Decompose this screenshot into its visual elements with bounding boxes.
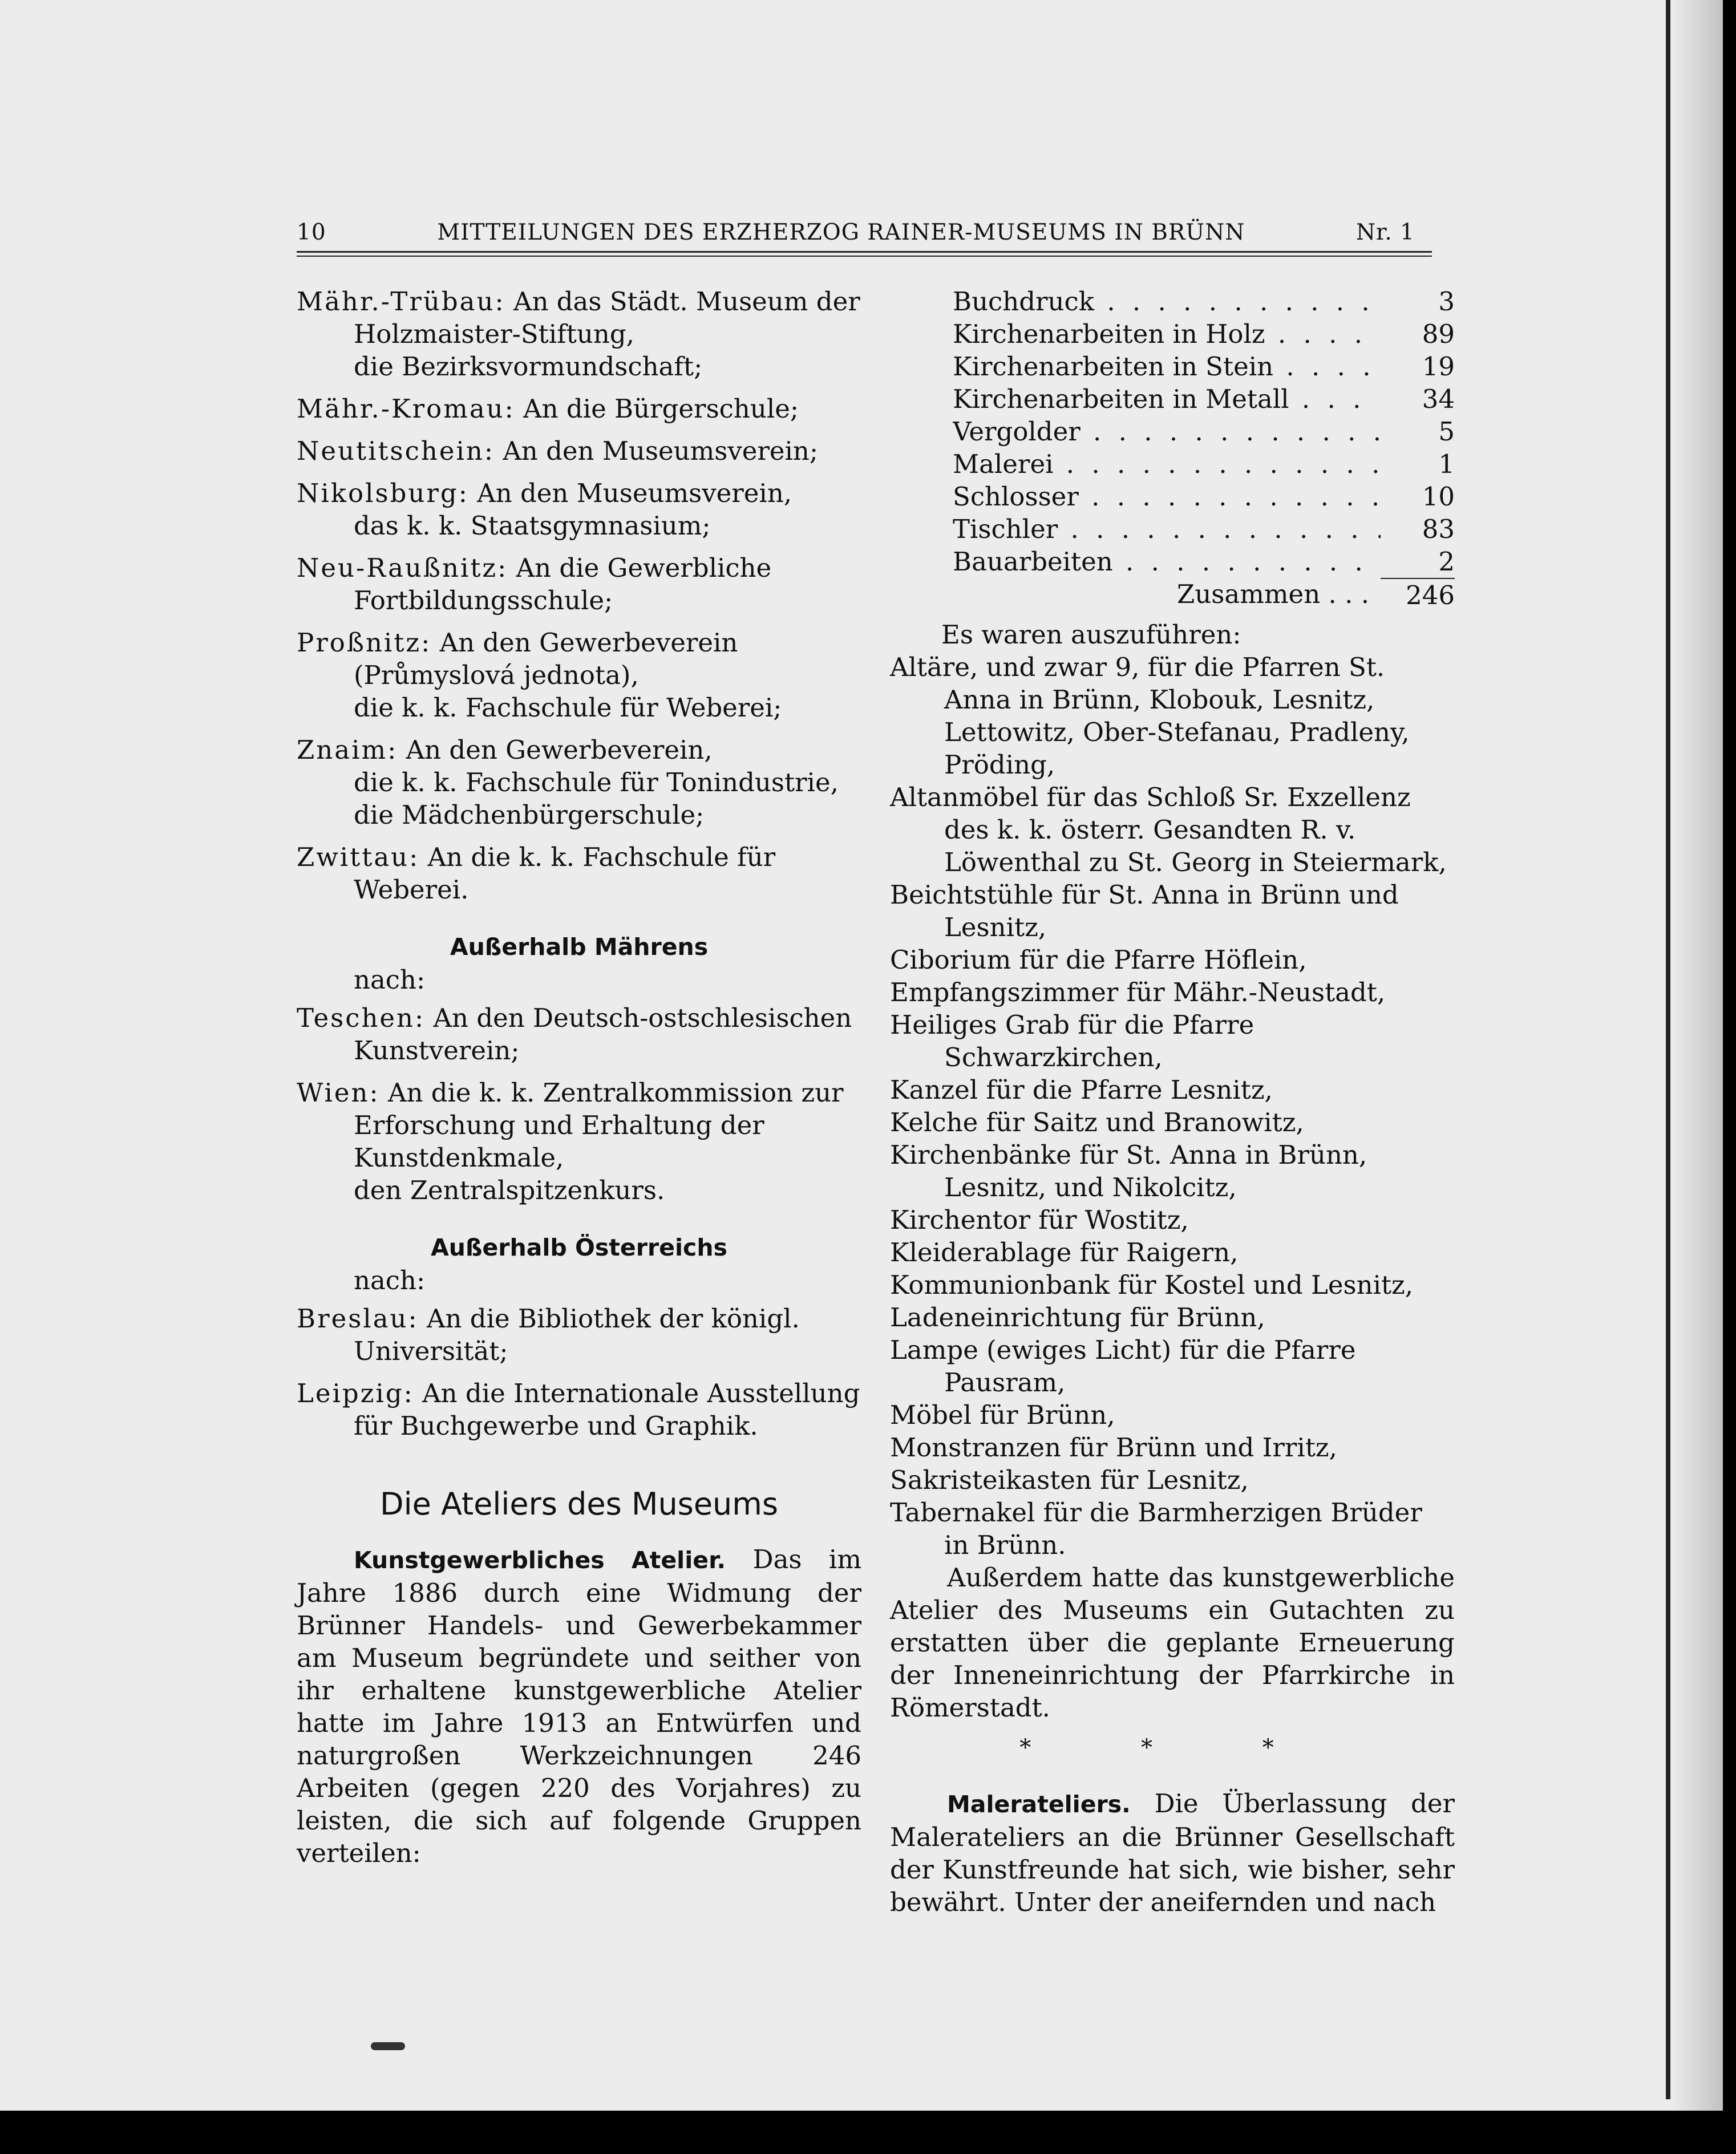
list-item: Kanzel für die Pfarre Lesnitz,: [890, 1075, 1273, 1105]
heading-ausserhalb-oesterreichs: Außerhalb Österreichs: [431, 1234, 727, 1261]
groups-table: [890, 285, 1455, 612]
list-item: Znaim: An den Gewerbeverein, die k. k. Fachschule für Tonindustrie, die Mädchenbürgerschule;: [297, 735, 839, 830]
list-item: Proßnitz: An den Gewerbeverein (Průmyslová jednota), die k. k. Fachschule für Weberei;: [297, 627, 782, 723]
issue-number: Nr. 1: [1355, 220, 1415, 245]
list-item: Wien: An die k. k. Zentralkommission zur Erforschung und Erhaltung der Kunstdenkmale, den Zentralspitzenkurs.: [297, 1078, 844, 1205]
paragraph-malerateliers: Malerateliers. Die Überlassung der Malerateliers an die Brünner Gesellschaft der Kunstfreunde hat sich, wie bisher, sehr bewährt. Unter der aneifernden und nach: [890, 1788, 1455, 1917]
table-row: Tischler . . . 83: [953, 513, 1455, 545]
nach-label: nach:: [354, 1265, 426, 1295]
nach-label: nach:: [354, 965, 426, 995]
right-column: [890, 285, 1455, 1918]
list-item: Zwittau: An die k. k. Fachschule für Weberei.: [297, 842, 776, 905]
journal-title: MITTEILUNGEN DES ERZHERZOG RAINER-MUSEUMS IN BRÜNN: [437, 220, 1245, 245]
list-item: Breslau: An die Bibliothek der königl. Universität;: [297, 1303, 800, 1366]
list-item: Kelche für Saitz und Branowitz,: [890, 1107, 1304, 1137]
header-rule-thin: [297, 256, 1432, 257]
list-item: Leipzig: An die Internationale Ausstellung für Buchgewerbe und Graphik.: [297, 1378, 860, 1441]
scan-border-bottom: [0, 2111, 1723, 2154]
list-item: Kommunionbank für Kostel und Lesnitz,: [890, 1270, 1414, 1300]
ink-smudge: [371, 2042, 405, 2050]
table-row: Kirchenarbeiten in Holz . . . 89: [953, 318, 1455, 350]
table-row: Vergolder . . . 5: [953, 415, 1455, 448]
list-item: Ciborium für die Pfarre Höflein,: [890, 945, 1307, 975]
list-item: Altanmöbel für das Schloß Sr. Exzellenz des k. k. österr. Gesandten R. v. Löwenthal zu St. Georg in Steiermark,: [890, 782, 1447, 877]
list-item: Nikolsburg: An den Museumsverein, das k. k. Staatsgymnasium;: [297, 478, 792, 541]
list-item: Monstranzen für Brünn und Irritz,: [890, 1432, 1337, 1463]
list-item: Sakristeikasten für Lesnitz,: [890, 1465, 1249, 1495]
list-item: Kleiderablage für Raigern,: [890, 1237, 1239, 1268]
list-item: Mähr.-Kromau: An die Bürgerschule;: [297, 394, 799, 424]
page-number: 10: [297, 220, 326, 245]
intro-line: Es waren auszuführen:: [941, 620, 1241, 650]
left-column: [297, 285, 861, 1869]
table-row: Kirchenarbeiten in Metall . . . 34: [953, 383, 1455, 415]
table-total: Zusammen . . . 246: [1177, 579, 1455, 610]
list-item: Ladeneinrichtung für Brünn,: [890, 1302, 1265, 1333]
heading-ausserhalb-maehrens: Außerhalb Mährens: [450, 933, 709, 961]
list-item: Lampe (ewiges Licht) für die Pfarre Pausram,: [890, 1335, 1356, 1398]
table-row: Schlosser . . . 10: [953, 480, 1455, 513]
list-item: Kirchenbänke für St. Anna in Brünn, Lesnitz, und Nikolcitz,: [890, 1140, 1367, 1202]
list-item: Mähr.-Trübau: An das Städt. Museum der Holzmaister-Stiftung, die Bezirksvormundschaft;: [297, 286, 860, 382]
table-row: Bauarbeiten . . . 2: [953, 545, 1455, 578]
paragraph-gutachten: Außerdem hatte das kunstgewerbliche Atelier des Museums ein Gutachten zu erstatten über die geplante Erneuerung der Inneneinrichtung der Pfarrkirche in Römerstadt.: [890, 1562, 1455, 1723]
table-row: Buchdruck . . . 3: [953, 285, 1455, 318]
list-item: Teschen: An den Deutsch-ostschlesischen Kunstverein;: [297, 1003, 852, 1066]
list-item: Möbel für Brünn,: [890, 1400, 1115, 1430]
section-divider-stars: * * *: [1019, 1735, 1325, 1761]
page-edge: [1666, 0, 1670, 2099]
running-header: [297, 220, 1415, 248]
section-title: Die Ateliers des Museums: [379, 1486, 779, 1522]
list-item: Kirchentor für Wostitz,: [890, 1205, 1189, 1235]
list-item: Empfangszimmer für Mähr.-Neustadt,: [890, 977, 1386, 1007]
table-row: Malerei . . . 1: [953, 448, 1455, 480]
list-item: Beichtstühle für St. Anna in Brünn und Lesnitz,: [890, 880, 1399, 942]
works-list: [890, 651, 1455, 1561]
list-item: Tabernakel für die Barmherzigen Brüder in Brünn.: [890, 1497, 1422, 1560]
list-item: Heiliges Grab für die Pfarre Schwarzkirchen,: [890, 1010, 1255, 1072]
header-rule: [297, 251, 1432, 253]
list-item: Altäre, und zwar 9, für die Pfarren St. Anna in Brünn, Klobouk, Lesnitz, Lettowitz, Ober-Stefanau, Pradleny, Pröding,: [890, 652, 1410, 780]
list-item: Neu-Raußnitz: An die Gewerbliche Fortbildungsschule;: [297, 553, 772, 616]
paragraph-kunstgewerbliches-atelier: Kunstgewerbliches Atelier. Das im Jahre 1886 durch eine Widmung der Brünner Handels- und Gewerbekammer am Museum begründete und seither von ihr erhaltene kunstgewerbliche Atelier hatte im Jahre 1913 an Entwürfen und naturgroßen Werkzeichnungen 246 Arbeiten (gegen 220 des Vorjahres) zu leisten, die sich auf folgende Gruppen verteilen:: [297, 1544, 861, 1868]
list-item: Neutitschein: An den Museumsverein;: [297, 436, 819, 466]
table-row: Kirchenarbeiten in Stein . . . 19: [953, 350, 1455, 383]
